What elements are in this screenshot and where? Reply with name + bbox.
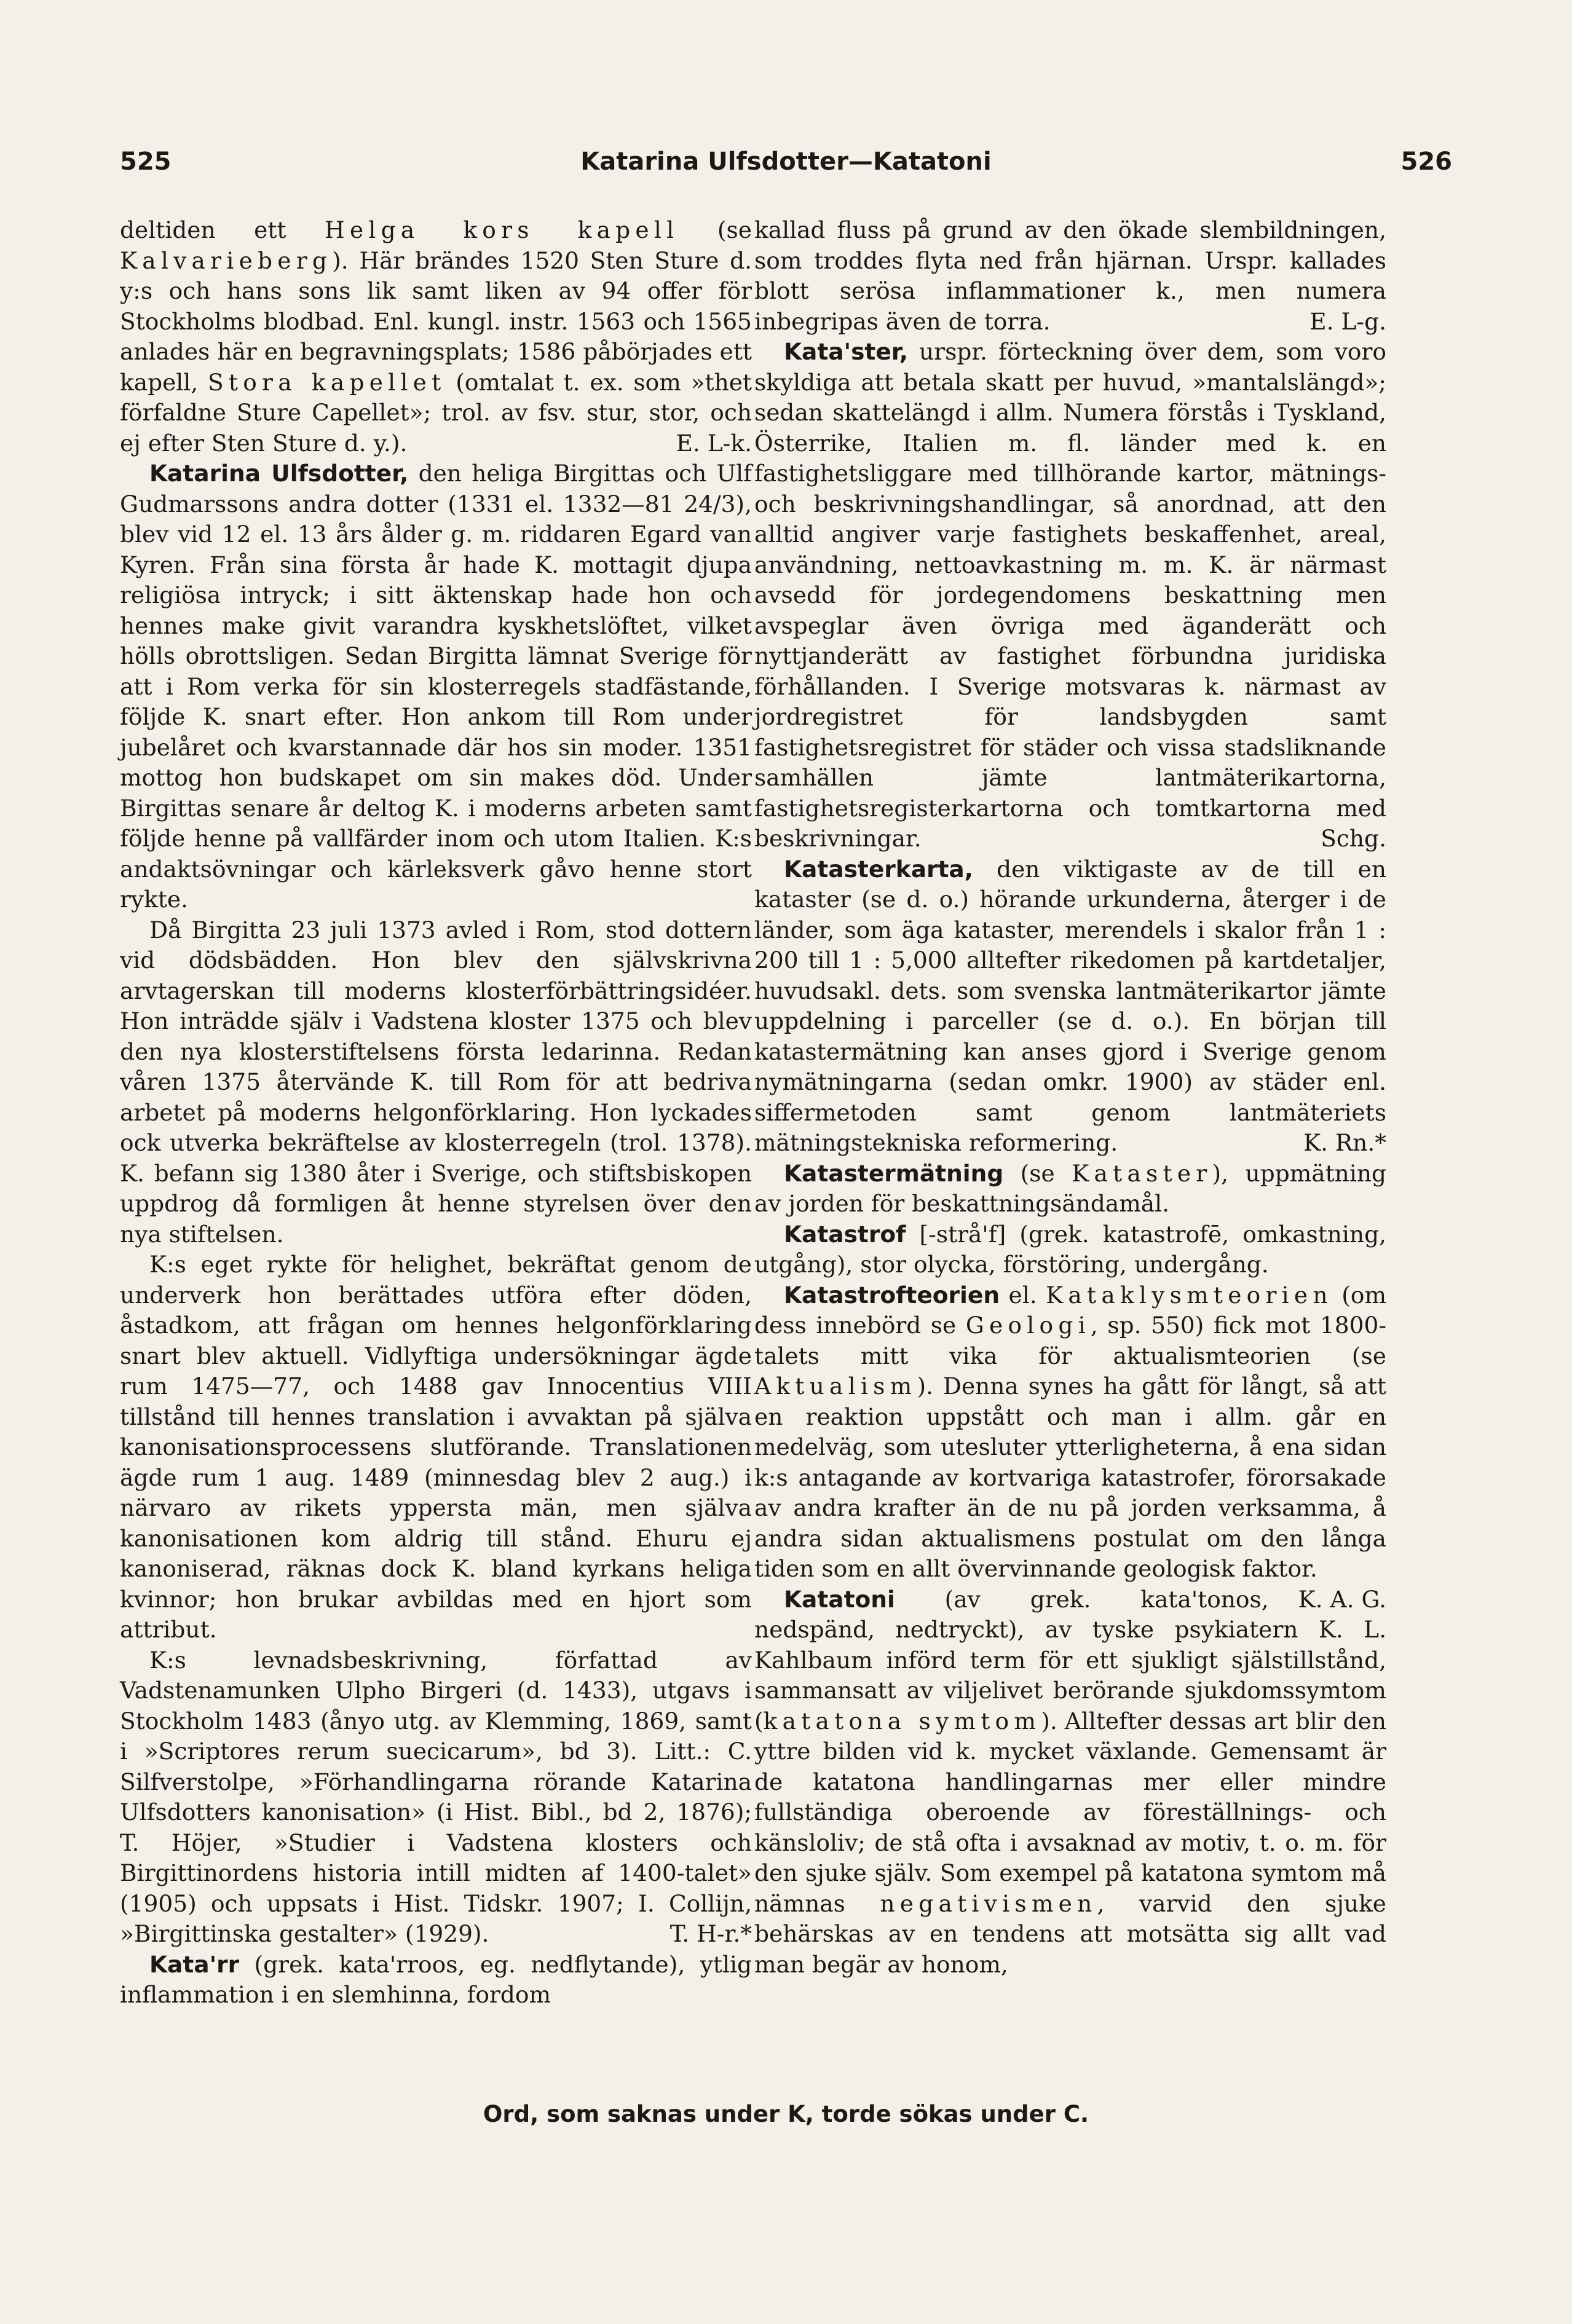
cross-reference: Aktualism — [754, 1373, 917, 1400]
entry-paragraph: K:s eget rykte för helighet, bekräftat genom de underverk hon berättades utföra efter döden, åstadkom, att frågan om hennes helgonförklaring snart blev aktuell. Vidlyftiga undersökningar ägde rum 1475—77, och 1488 gav Innocentius VIII tillstånd till hennes translation i avvaktan på själva kanonisationsprocessens slutförande. Translationen ägde rum 1 aug. 1489 (minnesdag blev 2 aug.) i närvaro av rikets yppersta män, men själva kanonisationen kom aldrig till stånd. Ehuru ej kanoniserad, räknas dock K. bland kyrkans heliga kvinnor; hon brukar avbildas med en hjort som attribut. — [120, 1251, 752, 1643]
author-signature: T. H-r.* — [669, 1920, 752, 1947]
running-title: Katarina Ulfsdotter—Katatoni — [580, 148, 992, 176]
author-signature: K. A. G. — [1298, 1585, 1386, 1613]
entry-kalvarieberg-continuation: deltiden ett Helga kors kapell (se Kalvarieberg). Här brändes 1520 Sten Sture d. y:s och hans sons lik samt liken av 94 offer för Stockholms blodbad. Enl. kungl. instr. 1563 och 1565 anlades här en begravningsplats; 1586 påbörjades ett kapell, Stora kapellet (omtalat t. ex. som »thet förfaldne Sture Capellet»; trol. av fsv. stur, stor, och ej efter Sten Sture d. y.). E. L-k. — [120, 215, 752, 459]
author-signature: Schg. — [1321, 825, 1386, 852]
headword: Katasterkarta, — [784, 855, 973, 883]
page-footer-note: Ord, som saknas under K, torde sökas under C. — [483, 2101, 1089, 2127]
spaced-term: katatona symtom — [763, 1707, 1041, 1735]
entry-katatoni: Katatoni (av grek. kata'tonos, nedspänd, nedtryckt), av tyske psykiatern K. L. Kahlbaum införd term för ett sjukligt själstillstånd, sammansatt av viljelivet berörande sjukdomssymtom (katatona symtom). Alltefter dessas art blir den yttre bilden vid k. mycket växlande. Gemensamt är de katatona handlingarnas mer eller mindre fullständiga oberoende av föreställnings- och känsloliv; de stå ofta i avsaknad av motiv, t. o. m. för den sjuke själv. Som exempel på katatona symtom må nämnas negativismen, varvid den sjuke behärskas av en tendens att motsätta sig allt vad man begär av honom, — [754, 1585, 1386, 1978]
author-signature: E. L-g. — [1309, 307, 1386, 335]
left-page-number: 525 — [120, 148, 172, 176]
headword: Katastermätning — [784, 1159, 1004, 1187]
entry-paragraph: Då Birgitta 23 juli 1373 avled i Rom, stod dottern vid dödsbädden. Hon blev den självskrivna arvtagerskan till moderns klosterförbättringsidéer. Hon inträdde själv i Vadstena kloster 1375 och blev den nya klosterstiftelsens första ledarinna. Redan våren 1375 återvände K. till Rom för att bedriva arbetet på moderns helgonförklaring. Hon lyckades ock utverka bekräftelse av klosterregeln (trol. 1378). K. befann sig 1380 åter i Sverige, och stiftsbiskopen uppdrog då formligen åt henne styrelsen över den nya stiftelsen. — [120, 916, 752, 1248]
right-column — [754, 215, 1386, 1980]
entry-paragraph: K:s levnadsbeskrivning, författad av Vadstenamunken Ulpho Birgeri (d. 1433), utgavs i Stockholm 1483 (ånyo utg. av Klemming, 1869, samt i »Scriptores rerum suecicarum», bd 3). Litt.: C. Silfverstolpe, »Förhandlingarna rörande Katarina Ulfsdotters kanonisation» (i Hist. Bibl., bd 2, 1876); T. Höjer, »Studier i Vadstena klosters och Birgittinordens historia intill midten af 1400-talet» (1905) och uppsats i Hist. Tidskr. 1907; I. Collijn, »Birgittinska gestalter» (1929). T. H-r.* — [120, 1645, 752, 1950]
spaced-term: Stora kapellet — [207, 368, 446, 396]
headword: Kata'rr — [149, 1950, 240, 1978]
spaced-term: Kataklysmteorien — [1046, 1281, 1333, 1309]
entry-katastermatning: Katastermätning (se Kataster), uppmätning av jorden för beskattningsändamål. — [754, 1159, 1386, 1217]
headword: Katatoni — [784, 1585, 895, 1613]
spaced-term: negativismen — [880, 1889, 1097, 1917]
cross-reference: Geologi — [965, 1312, 1091, 1339]
entry-katastrof: Katastrof [-strå'f] (grek. katastrofē, omkastning, utgång), stor olycka, förstöring, undergång. — [754, 1220, 1386, 1278]
author-signature: K. Rn.* — [1303, 1129, 1386, 1156]
entry-katastrofteorien: Katastrofteorien el. Kataklysmteorien (om dess innebörd se Geologi, sp. 550) fick mot 1800-talets mitt vika för aktualismteorien (se Aktualism). Denna synes ha gått för långt, så att en reaktion uppstått och man i allm. går en medelväg, som utesluter ytterligheterna, å ena sidan k:s antagande av kortvariga katastrofer, förorsakade av andra krafter än de nu på jorden verksamma, å andra sidan aktualismens postulat om den långa tiden som en allt övervinnande geologisk faktor. K. A. G. — [754, 1280, 1386, 1585]
cross-reference: Kataster — [1072, 1159, 1212, 1187]
author-signature: E. L-k. — [676, 429, 752, 457]
left-column — [120, 215, 752, 2011]
entry-kataster: Kata'ster, urspr. förteckning över dem, som voro skyldiga att betala skatt per huvud, »mantalslängd»; sedan skattelängd i allm. Numera förstås i Tyskland, Österrike, Italien m. fl. länder med k. en fastighetsliggare med tillhörande kartor, mätnings- och beskrivningshandlingar, så anordnad, att den alltid angiver varje fastighets beskaffenhet, areal, användning, nettoavkastning m. m. K. är närmast avsedd för jordegendomens beskattning men avspeglar även övriga med äganderätt och nyttjanderätt av fastighet förbundna juridiska förhållanden. I Sverige motsvaras k. närmast av jordregistret för landsbygden samt fastighetsregistret för städer och vissa stadsliknande samhällen jämte lantmäterikartorna, fastighetsregisterkartorna och tomtkartorna med beskrivningar. Schg. — [754, 337, 1386, 854]
headword: Katarina Ulfsdotter, — [149, 460, 409, 487]
page-header — [120, 148, 1452, 184]
entry-katarr-continuation: kallad fluss på grund av den ökade slembildningen, som troddes flyta ned från hjärnan. Urspr. kallades blott serösa inflammationer k., men numera inbegripas även de torra. E. L-g. — [754, 215, 1386, 337]
headword: Katastrofteorien — [784, 1281, 1000, 1309]
entry-katarr: Kata'rr (grek. kata'rroos, eg. nedflytande), ytlig inflammation i en slemhinna, fordom — [120, 1950, 752, 2008]
headword: Katastrof — [784, 1220, 906, 1248]
entry-katarina-ulfsdotter: Katarina Ulfsdotter, den heliga Birgittas och Ulf Gudmarssons andra dotter (1331 el. 1332—81 24/3), blev vid 12 el. 13 års ålder g. m. riddaren Egard van Kyren. Från sina första år hade K. mottagit djupa religiösa intryck; i sitt äktenskap hade hon och hennes make givit varandra kyskhetslöftet, vilket hölls obrottsligen. Sedan Birgitta lämnat Sverige för att i Rom verka för sin klosterregels stadfästande, följde K. snart efter. Hon ankom till Rom under jubelåret och kvarstannade där hos sin moder. 1351 mottog hon budskapet om sin makes död. Under Birgittas senare år deltog K. i moderns arbeten samt följde henne på vallfärder inom och utom Italien. K:s andaktsövningar och kärleksverk gåvo henne stort rykte. — [120, 460, 752, 913]
spaced-term: Helga kors kapell — [325, 216, 679, 243]
cross-reference: Kalvarieberg — [120, 246, 333, 274]
entry-katasterkarta: Katasterkarta, den viktigaste av de till en kataster (se d. o.) hörande urkunderna, återger i de länder, som äga kataster, merendels i skalor från 1 : 200 till 1 : 5,000 alltefter rikedomen på kartdetaljer, huvudsakl. dets. som svenska lantmäterikartor jämte uppdelning i parceller (se d. o.). En början till katastermätning kan anses gjord i Sverige genom nymätningarna (sedan omkr. 1900) av städer enl. siffermetoden samt genom lantmäteriets mätningstekniska reformering. K. Rn.* — [754, 854, 1386, 1159]
right-page-number: 526 — [1400, 148, 1452, 176]
headword: Kata'ster, — [784, 338, 908, 365]
